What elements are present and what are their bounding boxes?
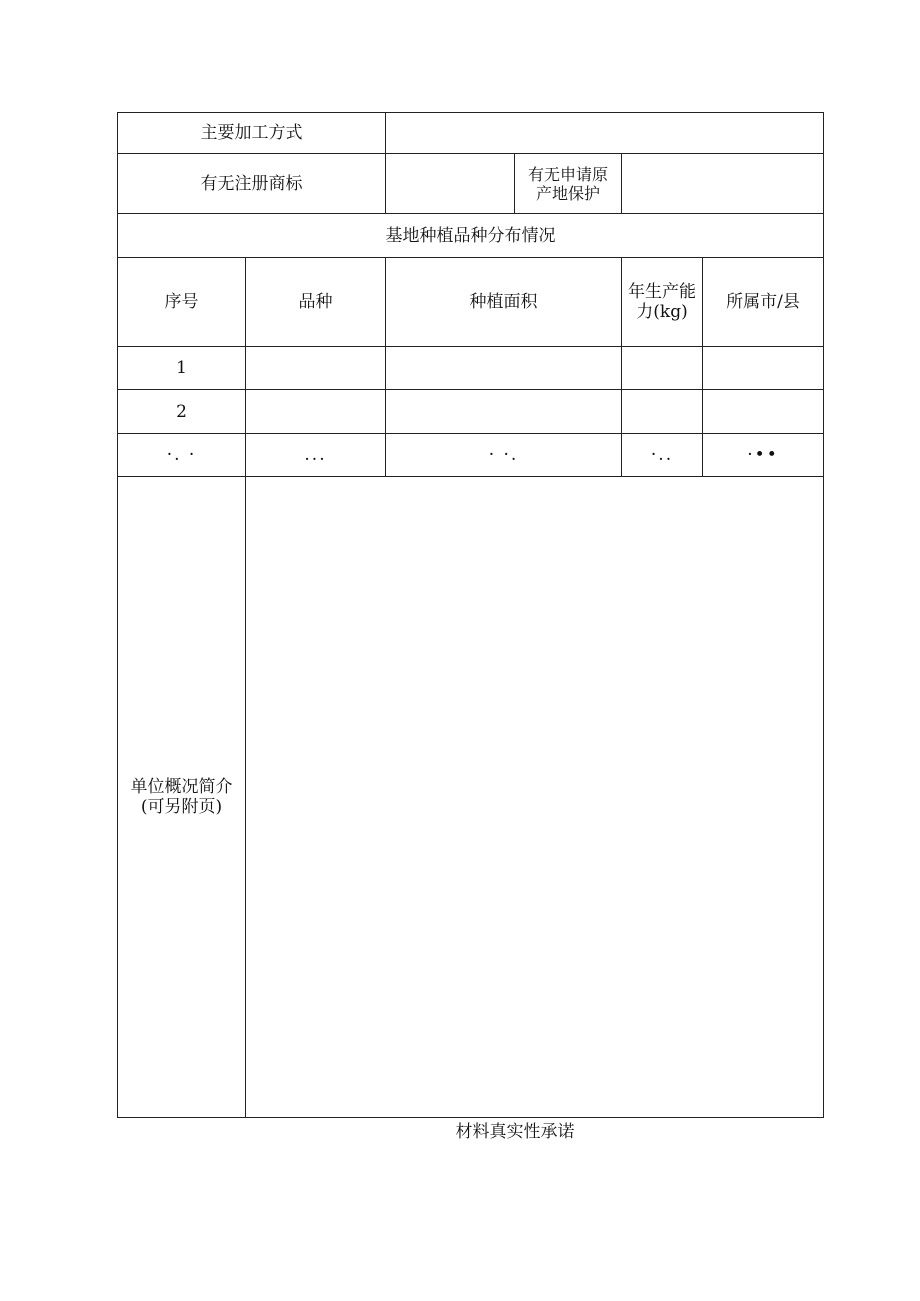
row-seq: 2 xyxy=(118,390,246,434)
intro-label xyxy=(118,477,246,1118)
origin-protection-label xyxy=(515,154,622,214)
section-title: 基地种植品种分布情况 xyxy=(118,214,824,258)
row-variety-field[interactable] xyxy=(246,347,386,390)
row-capacity-field[interactable] xyxy=(622,347,703,390)
commitment-caption: 材料真实性承诺 xyxy=(455,1122,575,1142)
processing-method-label: 主要加工方式 xyxy=(118,113,386,154)
intro-field[interactable] xyxy=(246,477,824,1118)
application-form-table xyxy=(117,112,824,1118)
column-header-seq: 序号 xyxy=(118,258,246,347)
row-area-field[interactable] xyxy=(386,390,622,434)
column-header-capacity-line2: 力(kg) xyxy=(636,302,688,322)
row-city-field[interactable] xyxy=(703,347,824,390)
ellipsis-variety: ... xyxy=(246,434,386,477)
table-row xyxy=(118,390,824,434)
ellipsis-capacity: ·.. xyxy=(622,434,703,477)
origin-protection-label-line2: 产地保护 xyxy=(535,183,600,203)
row-city-field[interactable] xyxy=(703,390,824,434)
origin-protection-field[interactable] xyxy=(622,154,824,214)
ellipsis-city: ·•• xyxy=(703,434,824,477)
origin-protection-label-line1: 有无申请原 xyxy=(527,164,608,184)
ellipsis-seq: ·. · xyxy=(118,434,246,477)
column-header-city: 所属市/县 xyxy=(703,258,824,347)
trademark-label: 有无注册商标 xyxy=(118,154,386,214)
table-row xyxy=(118,347,824,390)
column-header-variety: 品种 xyxy=(246,258,386,347)
ellipsis-area: · ·. xyxy=(386,434,622,477)
trademark-field[interactable] xyxy=(386,154,515,214)
intro-label-line2: (可另附页) xyxy=(140,797,223,817)
processing-method-field[interactable] xyxy=(386,113,824,154)
intro-label-line1: 单位概况简介 xyxy=(130,777,233,797)
row-area-field[interactable] xyxy=(386,347,622,390)
row-capacity-field[interactable] xyxy=(622,390,703,434)
row-seq: 1 xyxy=(118,347,246,390)
column-header-capacity-line1: 年生产能 xyxy=(628,282,696,302)
column-header-capacity xyxy=(622,258,703,347)
ellipsis-row xyxy=(118,434,824,477)
table-header-row xyxy=(118,258,824,347)
row-variety-field[interactable] xyxy=(246,390,386,434)
column-header-area: 种植面积 xyxy=(386,258,622,347)
